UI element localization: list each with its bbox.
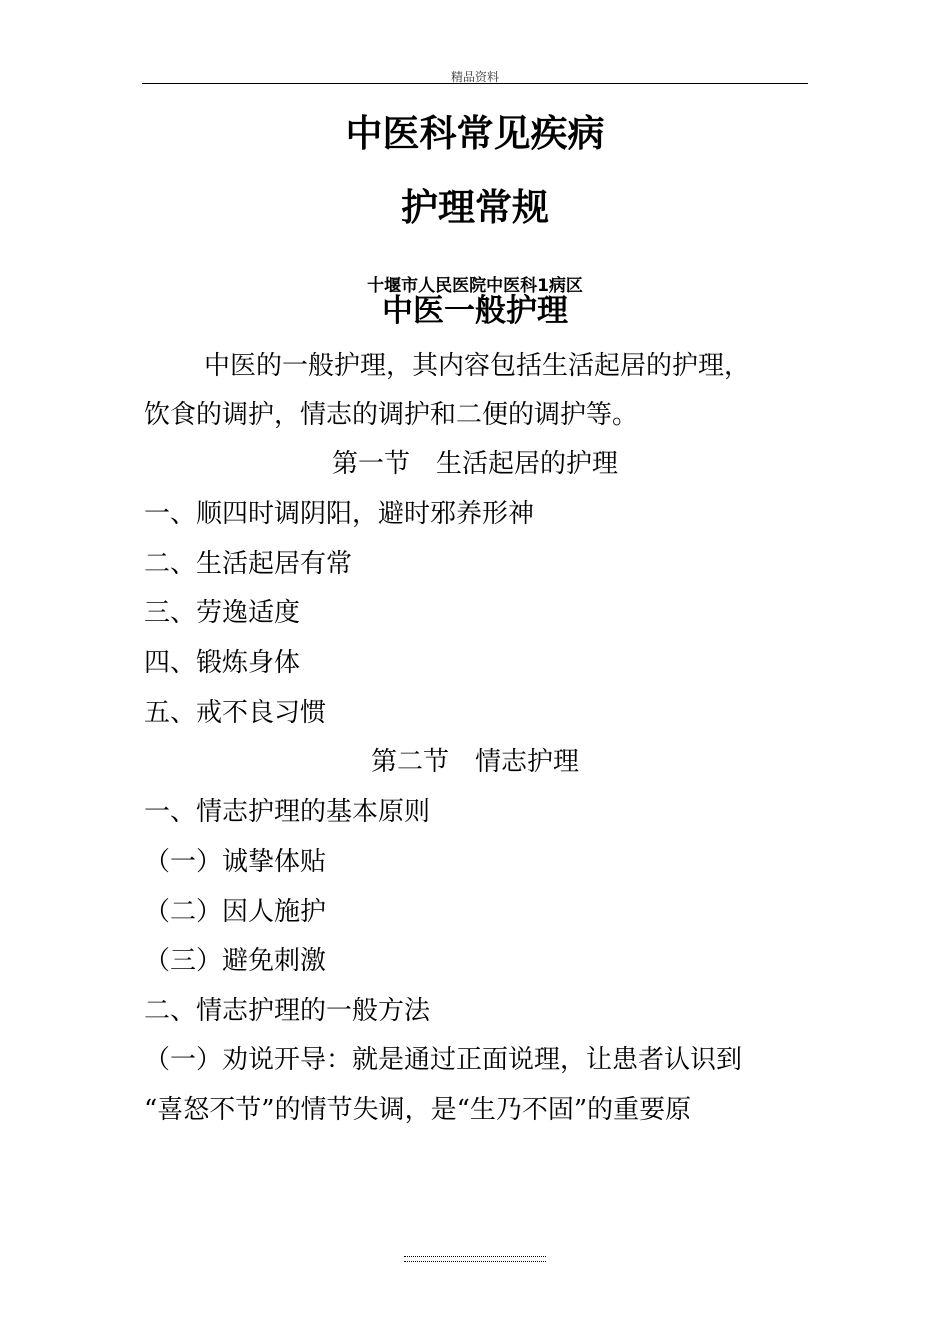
paragraph-line: 中医的一般护理，其内容包括生活起居的护理，	[204, 351, 751, 381]
document-title-line-2: 护理常规	[401, 186, 549, 229]
subsection-heading: 第二节 情志护理	[370, 747, 579, 777]
list-item: 一、顺四时调阴阳，避时邪养形神	[144, 499, 535, 529]
list-item: 一、情志护理的基本原则	[144, 797, 431, 827]
footer-rule	[404, 1256, 546, 1257]
header-rule	[142, 83, 808, 84]
section-title: 中医一般护理	[382, 293, 568, 329]
list-item: （二）因人施护	[144, 897, 327, 927]
paragraph-line: “喜怒不节”的情节失调，是“生乃不固”的重要原	[144, 1095, 692, 1125]
list-item: 三、劳逸适度	[144, 598, 301, 628]
subsection-heading: 第一节 生活起居的护理	[331, 449, 618, 479]
organization-name: 十堰市人民医院中医科1病区	[367, 276, 583, 296]
list-item: 二、生活起居有常	[144, 549, 353, 579]
paragraph-line: （一）劝说开导：就是通过正面说理，让患者认识到	[144, 1045, 743, 1075]
list-item: 二、情志护理的一般方法	[144, 996, 431, 1026]
list-item: （三）避免刺激	[144, 946, 327, 976]
list-item: （一）诚挚体贴	[144, 847, 327, 877]
document-title-line-1: 中医科常见疾病	[345, 112, 605, 155]
header-label: 精品资料	[450, 70, 499, 84]
paragraph-line: 饮食的调护，情志的调护和二便的调护等。	[144, 400, 639, 430]
list-item: 四、锻炼身体	[144, 648, 301, 678]
list-item: 五、戒不良习惯	[144, 698, 327, 728]
footer-rule	[404, 1261, 546, 1262]
